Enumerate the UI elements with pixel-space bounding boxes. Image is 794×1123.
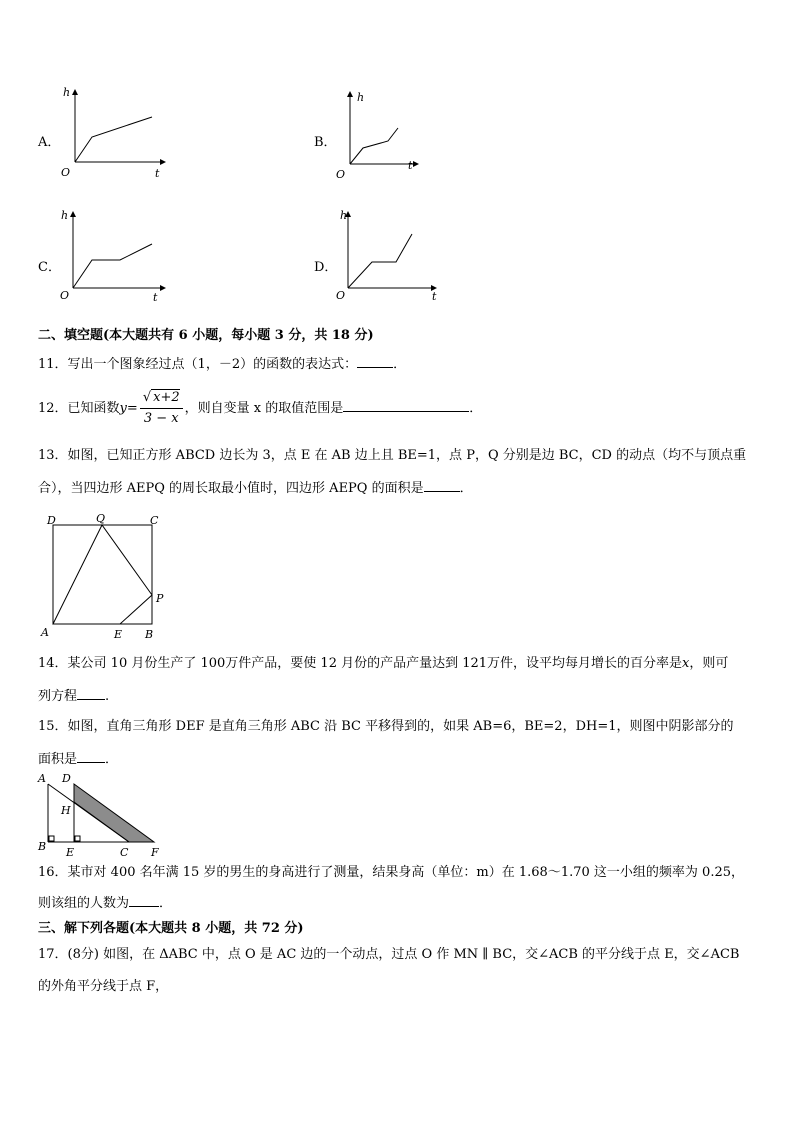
option-c-label: C． [38,260,61,275]
label-d: D [62,772,71,785]
origin-label: O [336,168,346,181]
q17-line2: 的外角平分线于点 F， [38,979,169,994]
label-q: Q [96,512,106,525]
q16-end: ． [159,896,173,911]
label-e: E [66,846,75,859]
curve-d [348,234,412,288]
q15-figure [34,770,168,860]
q11-end: ． [393,357,407,372]
q14-end: . [105,689,110,704]
q12-end: ． [469,401,483,416]
q16-blank [129,894,159,907]
curve-a [75,117,152,162]
label-b: B [145,628,154,641]
label-e: E [114,628,123,641]
q13-figure [38,508,173,642]
q12-fraction [140,388,183,429]
q12-pre: 12．已知函数 [38,401,120,416]
t-label: t [153,291,158,304]
option-b-graph [330,88,430,184]
option-b-label: B． [314,135,337,150]
q15-line2 [38,750,118,769]
option-c-graph [55,208,175,304]
q15-line2-text: 面积是 [38,752,78,767]
q14-blank [77,687,105,700]
h-label: h [357,91,365,104]
q13-blank [424,479,460,492]
h-label: h [340,209,348,222]
q13-line2 [38,479,473,498]
h-label: h [63,86,71,99]
q11-text: 11．写出一个图象经过点（1，－2）的函数的表达式： [38,357,358,372]
origin-label: O [336,289,346,302]
q16-line2-text: 则该组的人数为 [38,896,130,911]
curve-c [73,244,152,288]
q12-eq: = [126,401,138,416]
option-a-label: A． [38,135,61,150]
t-label: t [408,159,413,172]
q16-line1: 16．某市对 400 名年满 15 岁的男生的身高进行了测量，结果身高（单位：m）在 1.68～1.70 这一小组的频率为 0.25， [38,865,744,880]
option-a-graph [55,84,175,184]
q11 [38,355,406,374]
right-angle-b [49,836,54,841]
q14-line1-a: 14．某公司 10 月份生产了 100万件产品，要使 12 月份的产品产量达到 121万件，设平均每月增长的百分率是 [38,656,683,671]
label-b: B [38,840,47,853]
h-label: h [61,209,69,222]
label-h: H [61,804,71,817]
curve-b [350,128,398,164]
section2-title: 二、填空题(本大题共有 6 小题，每小题 3 分，共 18 分) [38,328,374,343]
quad-aepq [53,525,152,624]
q14-line2-text: 列方程 [38,689,78,704]
section3-title: 三、解下列各题(本大题共 8 小题，共 72 分) [38,921,304,936]
q13-line2-text: 合），当四边形 AEPQ 的周长取最小值时，四边形 AEPQ 的面积是 [38,481,424,496]
label-a: A [38,772,46,785]
q12 [38,388,482,429]
q12-post: ，则自变量 x 的取值范围是 [184,401,344,416]
t-label: t [432,290,437,303]
label-a: A [41,626,49,639]
label-f: F [151,846,159,859]
label-c: C [150,514,159,527]
q15-line1: 15．如图，直角三角形 DEF 是直角三角形 ABC 沿 BC 平移得到的，如果 AB=6，BE=2，DH=1，则图中阴影部分的 [38,719,734,734]
q15-end: ． [105,752,119,767]
q13-end: ． [459,481,473,496]
origin-label: O [60,289,70,302]
q11-blank [357,355,393,368]
origin-label: O [61,166,71,179]
option-d-graph [330,208,450,304]
t-label: t [155,167,160,180]
shaded-region [74,784,154,842]
q12-y: y [119,401,127,416]
q12-numerator: √ x+2 [140,388,183,409]
q12-denominator: 3 − x [143,411,179,426]
q17-line1: 17．(8分) 如图，在 ΔABC 中，点 O 是 AC 边的一个动点，过点 O 作 MN ∥ BC，交∠ACB 的平分线于点 E，交∠ACB [38,947,740,962]
q14-line2 [38,687,109,706]
label-d: D [47,514,56,527]
label-p: P [156,592,164,605]
label-c: C [120,846,129,859]
option-d-label: D． [314,260,338,275]
q15-blank [77,750,105,763]
q14-line1-b: ，则可 [689,656,729,671]
right-angle-e [75,836,80,841]
q14-line1 [38,655,728,673]
q12-num-text: x+2 [153,390,180,405]
q13-line1: 13．如图，已知正方形 ABCD 边长为 3，点 E 在 AB 边上且 BE=1，点 P，Q 分别是边 BC，CD 的动点（均不与顶点重 [38,448,747,463]
q16-line2 [38,894,172,913]
q14-var: x [682,656,690,671]
q12-blank [343,399,469,412]
